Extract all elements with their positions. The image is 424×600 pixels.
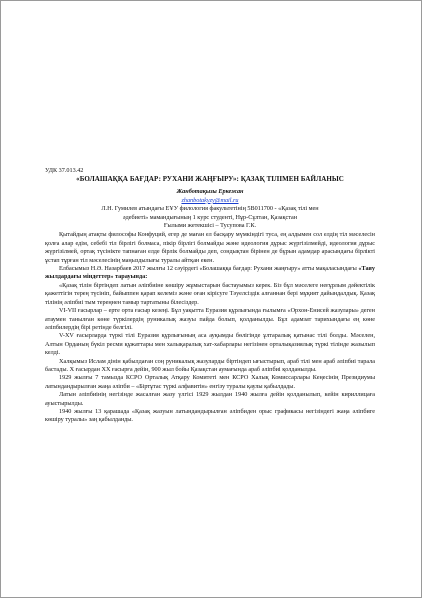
paragraph-latin: Латын әліпбиінің негізінде жасалған жазу үлгісі 1929 жылдан 1940 жылға дейін қолданылып, кейін кириллицаға ауыстырылды. [45,391,375,407]
author-name: Жанботақызы Еркежан [176,188,244,196]
paragraph-1940: 1940 жылғы 13 қарашада «Қазақ жазуын латындандырылған әліпбиден орыс графикасы негізіндегі жаңа әліпбиге көшіру туралы» заң қабылданды. [45,407,375,424]
paragraph-confucius: Қытайдың атақты философы Конфуций, егер де маған ел басқару мүмкіндігі туса, ең алдымен сол елдің тіл мәселесін қолға алар едім, себебі тіл бірлігі болмаса, пікір бірлігі болмайды және идеология дұрыс жүргізілмейді, идеология дұрыс жүргізілмей, ортақ түсінікте тапнаған елде бірлік болмайды деп, сондықтан бірінен де бұрын адамдар арасындағы бірлікті ұстап тұрған тіл мәселесінің маңыздылығы туралы айтқан екен. [45,231,375,264]
affiliation-line-1: Л.Н. Гумилев атындағы ЕҰУ филология факультетінің 5В011700 - «Қазақ тілі мен [101,205,319,213]
paragraph-turkic: V-XV ғасырларда түркі тілі Еуразия құрлығының аса ауқымды бөлігінде ұлтаралық қатынас тілі болды. Мәселен, Алтын Орданың бүкіл ресми құжаттары мен халықаралық хат-хабарлары негізінен орталықазиялық түркі тілінде жазылып келді. [45,332,375,357]
paragraph-arabic: Халқымыз Ислам дінін қабылдаған соң руникалық жазуларды біртіндеп ығыстырып, араб тілі мен араб әліпбиі тарала бастады. X ғасырдан XX ғасырға дейін, 900 жыл бойы Қазақстан аумағында араб әліпбиі қолданылды. [45,357,375,373]
article-title: «БОЛАШАҚҚА БАҒДАР: РУХАНИ ЖАҢҒЫРУ»: ҚАЗАҚ ТІЛІМЕН БАЙЛАНЫС [76,175,344,184]
paragraph-quote: «Қазақ тілін біртіндеп латын әліпбиіне көшіру жұмыстарын бастауымыз керек. Біз бұл мәселеге неғұрлым дәйектілік қажеттігін терең түсініп, байыппен қарап келеміз және оған кірісуге Тәуелсіздік алғаннан бері мұқият дайындалдық. Қазақ тілінің әліпбиі тым тереңнен тамыр тартатыны білесіздер. [45,281,375,306]
affiliation-line-2: әдебиеті» мамандығының 1 курс студенті, Нұр-Сұлтан, Қазақстан [122,213,298,221]
paragraph-1929: 1929 жылғы 7 тамызда КСРО Орталық Атқару Комитеті мен КСРО Халық Комиссарлары Кеңесінің Президиумы латындандырылған жаңа әліпби – «Біртұтас түркі алфавитін» енгізу туралы қаулы қабылдады. [45,374,375,390]
author-email-link[interactable]: zhanbotakyzy@mail.ru [181,196,239,204]
paragraph-nazarbayev-bold: «Таяу жылдардағы міндеттер» тарауында: [45,265,375,281]
affiliation-line-3: Ғылыми жетекшісі – Тусупова Г.К. [163,222,257,230]
paragraph-nazarbayev [45,265,375,282]
paragraph-orkhon: VI-VII ғасырлар – ерте орта ғасыр кезеңі. Бұл уақытта Еуразия құрлығында ғылымға «Орхон-Енисей жазулары» деген атаумен танылған көне түркілердің руникалық жазуы пайда болып, қолданылды. Бұл адамзат тарихындағы ең көне әліпбилердің бірі ретінде белгілі. [45,307,375,331]
udc-code: УДК 37.013.42 [45,167,84,174]
paragraph-nazarbayev-text: Елбасымыз Н.Ә. Назарбаев 2017 жылғы 12 сәуірдегі «Болашаққа бағдар: Рухани жаңғыру» атты мақаласындағы [59,265,359,273]
article-body [45,167,375,425]
